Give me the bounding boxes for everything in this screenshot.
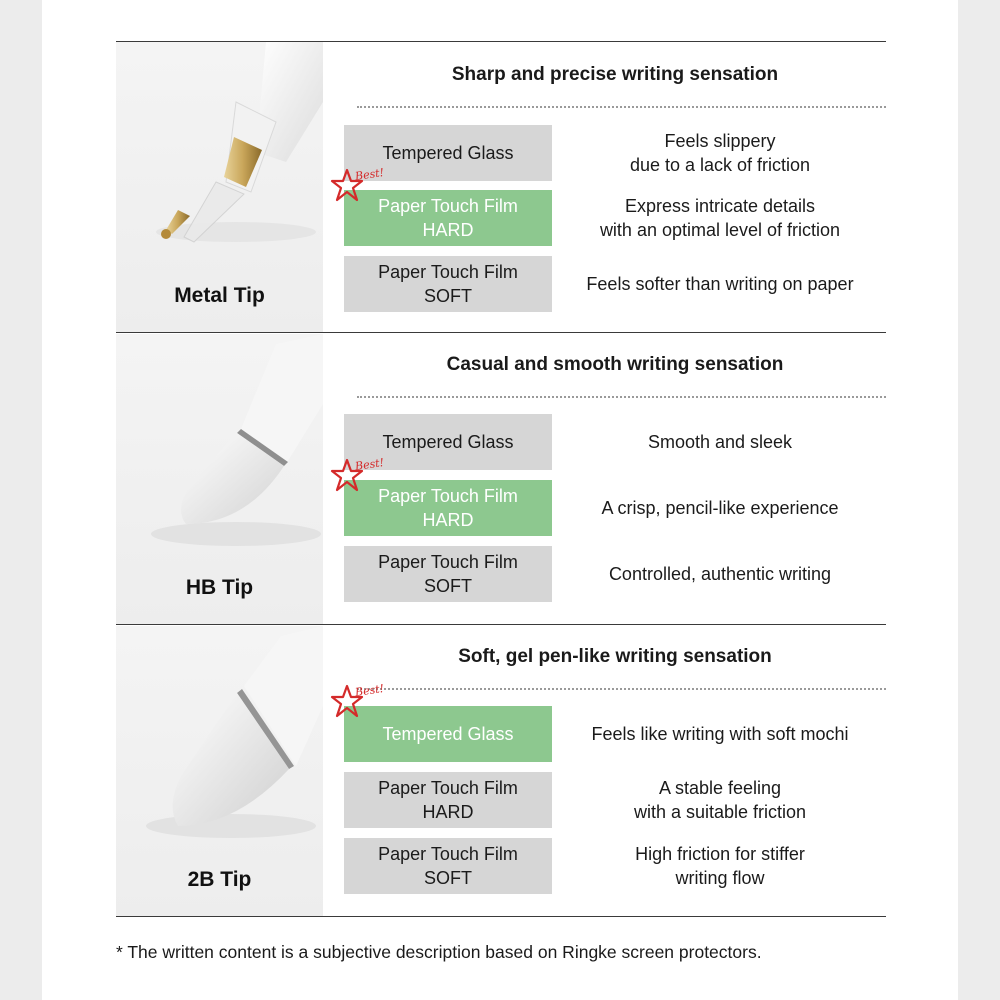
description-cell: Feels slippery due to a lack of friction	[554, 125, 886, 181]
section-divider	[116, 332, 886, 333]
section-heading: Sharp and precise writing sensation	[451, 64, 779, 85]
table-row	[344, 256, 886, 312]
film-cell-best: Paper Touch Film HARD	[344, 190, 552, 246]
film-cell-best: Tempered Glass	[344, 706, 552, 762]
film-cell: Tempered Glass	[344, 414, 552, 470]
description-cell: Controlled, authentic writing	[554, 546, 886, 602]
section-2b-tip	[116, 626, 886, 916]
table-row	[344, 546, 886, 602]
bottom-rule	[116, 916, 886, 917]
table-row-best	[344, 166, 886, 246]
film-cell: Paper Touch Film SOFT	[344, 838, 552, 894]
section-heading: Casual and smooth writing sensation	[446, 354, 784, 375]
section-heading: Soft, gel pen-like writing sensation	[458, 646, 772, 667]
dotted-divider	[357, 688, 886, 690]
description-cell: Feels softer than writing on paper	[554, 256, 886, 312]
section-metal-tip	[116, 42, 886, 332]
table-row	[344, 414, 886, 470]
footnote: * The written content is a subjective description based on Ringke screen protectors.	[116, 942, 762, 962]
table-row	[344, 772, 886, 828]
film-cell: Paper Touch Film HARD	[344, 772, 552, 828]
table-row-best	[344, 456, 886, 536]
table-row-best	[344, 682, 886, 762]
tip-label: HB Tip	[185, 576, 254, 599]
section-divider	[116, 624, 886, 625]
dotted-divider	[357, 106, 886, 108]
dotted-divider	[357, 396, 886, 398]
description-cell: High friction for stiffer writing flow	[554, 838, 886, 894]
description-cell: A stable feeling with a suitable friction	[554, 772, 886, 828]
film-cell: Tempered Glass	[344, 125, 552, 181]
best-badge-text: Best!	[354, 682, 385, 699]
best-badge	[330, 458, 400, 500]
tip-label: Metal Tip	[174, 284, 265, 307]
best-badge	[330, 684, 400, 726]
film-cell-best: Paper Touch Film HARD	[344, 480, 552, 536]
tip-label: 2B Tip	[187, 868, 252, 891]
table-row	[344, 125, 886, 181]
section-hb-tip	[116, 334, 886, 624]
description-cell: Feels like writing with soft mochi	[554, 706, 886, 762]
description-cell: Smooth and sleek	[554, 414, 886, 470]
best-badge-text: Best!	[354, 166, 385, 183]
description-cell: Express intricate details with an optimal level of friction	[554, 190, 886, 246]
description-cell: A crisp, pencil-like experience	[554, 480, 886, 536]
table-row	[344, 838, 886, 894]
film-cell: Paper Touch Film SOFT	[344, 256, 552, 312]
best-badge	[330, 168, 400, 210]
best-badge-text: Best!	[354, 456, 385, 473]
film-cell: Paper Touch Film SOFT	[344, 546, 552, 602]
